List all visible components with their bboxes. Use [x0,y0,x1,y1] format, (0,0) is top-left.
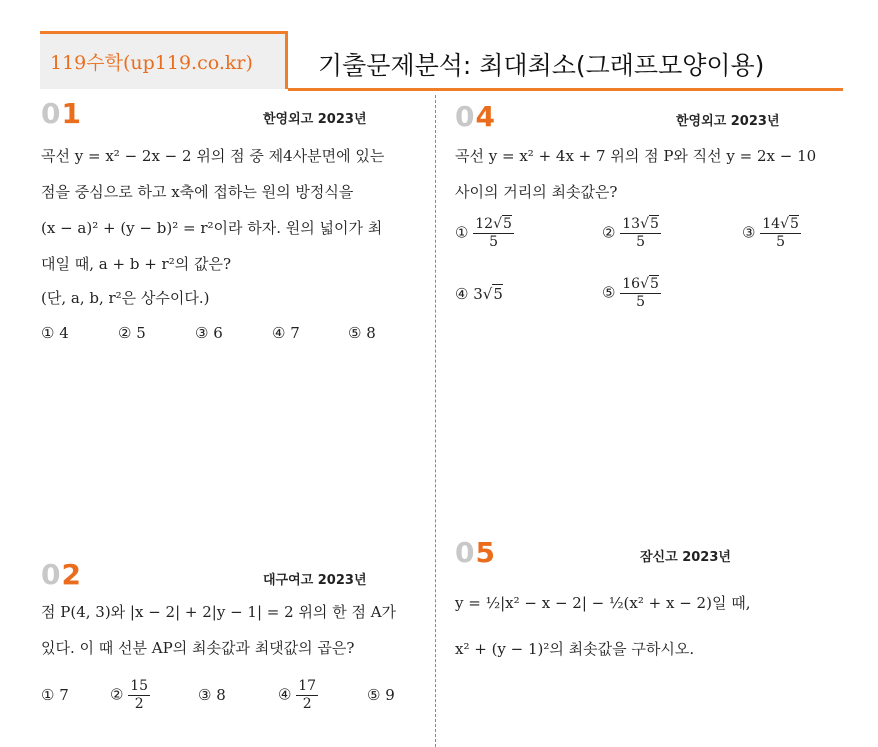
radicand: 5 [502,216,512,232]
choice-4: ④ 3√5 [455,285,503,303]
radical-coefficient: 13 [622,216,641,232]
column-divider [435,95,436,747]
choice-mark: ③ [198,686,212,704]
choice-2 [602,216,661,251]
problem-01-text [41,138,384,314]
choice-mark: ⑤ [602,283,616,302]
fraction [128,678,150,713]
problem-04-text [455,138,816,210]
fraction-numerator: 15 [130,678,149,694]
fraction-numerator: 17 [298,678,317,694]
choice-3: ③ 6 [195,324,223,342]
radical-coefficient: 16 [622,276,641,292]
radical-coefficient: 3 [473,285,483,303]
choice-mark: ① [455,223,469,242]
title-underline [288,88,843,91]
fraction-denominator: 2 [302,696,312,712]
problem-number-04 [455,100,496,133]
problem-number-05 [455,536,496,569]
problem-number-digit: 1 [61,97,82,130]
radical-coefficient: 14 [762,216,781,232]
brand-box [40,31,288,89]
problem-line: 곡선 y = x² + 4x + 7 위의 점 P와 직선 y = 2x − 10 [455,147,817,165]
problem-number-02 [41,558,82,591]
problem-line: 점을 중심으로 하고 x축에 접하는 원의 방정식을 [41,183,354,201]
choice-3 [742,216,801,251]
fraction-numerator: 13√5 [622,216,659,232]
choice-mark: ④ [278,685,292,704]
fraction-denominator: 5 [489,234,499,250]
problem-line: 곡선 y = x² − 2x − 2 위의 점 중 제4사분면에 있는 [41,147,385,165]
problem-line: 점 P(4, 3)와 |x − 2| + 2|y − 1| = 2 위의 한 점 A가 [41,603,397,621]
choice-value: 9 [385,686,395,704]
choice-2: ② 5 [118,324,146,342]
fraction-numerator: 12√5 [475,216,512,232]
choice-mark: ④ [455,285,469,303]
fraction [760,216,801,251]
problem-number-digit: 0 [41,97,62,130]
problem-number-digit: 4 [475,100,496,133]
problem-number-digit: 2 [61,558,82,591]
problem-line: y = ½|x² − x − 2| − ½(x² + x − 2)일 때, [455,594,751,612]
radical-coefficient: 12 [475,216,494,232]
problem-source: 한영외고 2023년 [263,112,367,127]
radicand: 5 [649,216,659,232]
brand-label: 119수학(up119.co.kr) [50,52,253,74]
problem-02-text [41,594,396,666]
problem-line: 대일 때, a + b + r²의 값은? [41,255,231,273]
choice-1 [455,216,514,251]
problem-line: 있다. 이 때 선분 AP의 최솟값과 최댓값의 곱은? [41,639,355,657]
choice-4 [278,678,318,713]
problem-number-01 [41,97,82,130]
problem-05-text [455,580,750,672]
choice-mark: ① [41,686,55,704]
radicand: 5 [789,216,799,232]
choice-3 [198,686,226,704]
problem-number-digit: 5 [475,536,496,569]
radicand: 5 [649,276,659,292]
fraction-numerator: 16√5 [622,276,659,292]
fraction-denominator: 5 [636,234,646,250]
choice-1 [41,686,69,704]
fraction-denominator: 2 [134,696,144,712]
fraction [296,678,318,713]
problem-line: (단, a, b, r²은 상수이다.) [41,289,210,307]
problem-number-digit: 0 [41,558,62,591]
choice-mark: ③ [742,223,756,242]
fraction-numerator: 14√5 [762,216,799,232]
problem-source: 한영외고 2023년 [676,114,780,129]
fraction [620,276,661,311]
page-title: 기출문제분석: 최대최소(그래프모양이용) [318,51,765,80]
choice-value: 8 [216,686,226,704]
choice-4: ④ 7 [272,324,300,342]
choice-5: ⑤ 8 [348,324,376,342]
choice-mark: ② [602,223,616,242]
problem-number-digit: 0 [455,536,476,569]
fraction [620,216,661,251]
choice-5 [602,276,661,311]
problem-line: (x − a)² + (y − b)² = r²이라 하자. 원의 넓이가 최 [41,219,383,237]
problem-source: 대구여고 2023년 [263,573,367,588]
choice-mark: ② [110,685,124,704]
choice-5 [367,686,395,704]
problem-line: x² + (y − 1)²의 최솟값을 구하시오. [455,640,695,658]
problem-number-digit: 0 [455,100,476,133]
fraction-denominator: 5 [776,234,786,250]
choice-1: ① 4 [41,324,69,342]
radicand: 5 [493,285,503,303]
fraction-denominator: 5 [636,294,646,310]
fraction [473,216,514,251]
choice-2 [110,678,150,713]
problem-source: 잠신고 2023년 [640,550,731,565]
choice-mark: ⑤ [367,686,381,704]
problem-line: 사이의 거리의 최솟값은? [455,183,618,201]
choice-value: 7 [59,686,69,704]
